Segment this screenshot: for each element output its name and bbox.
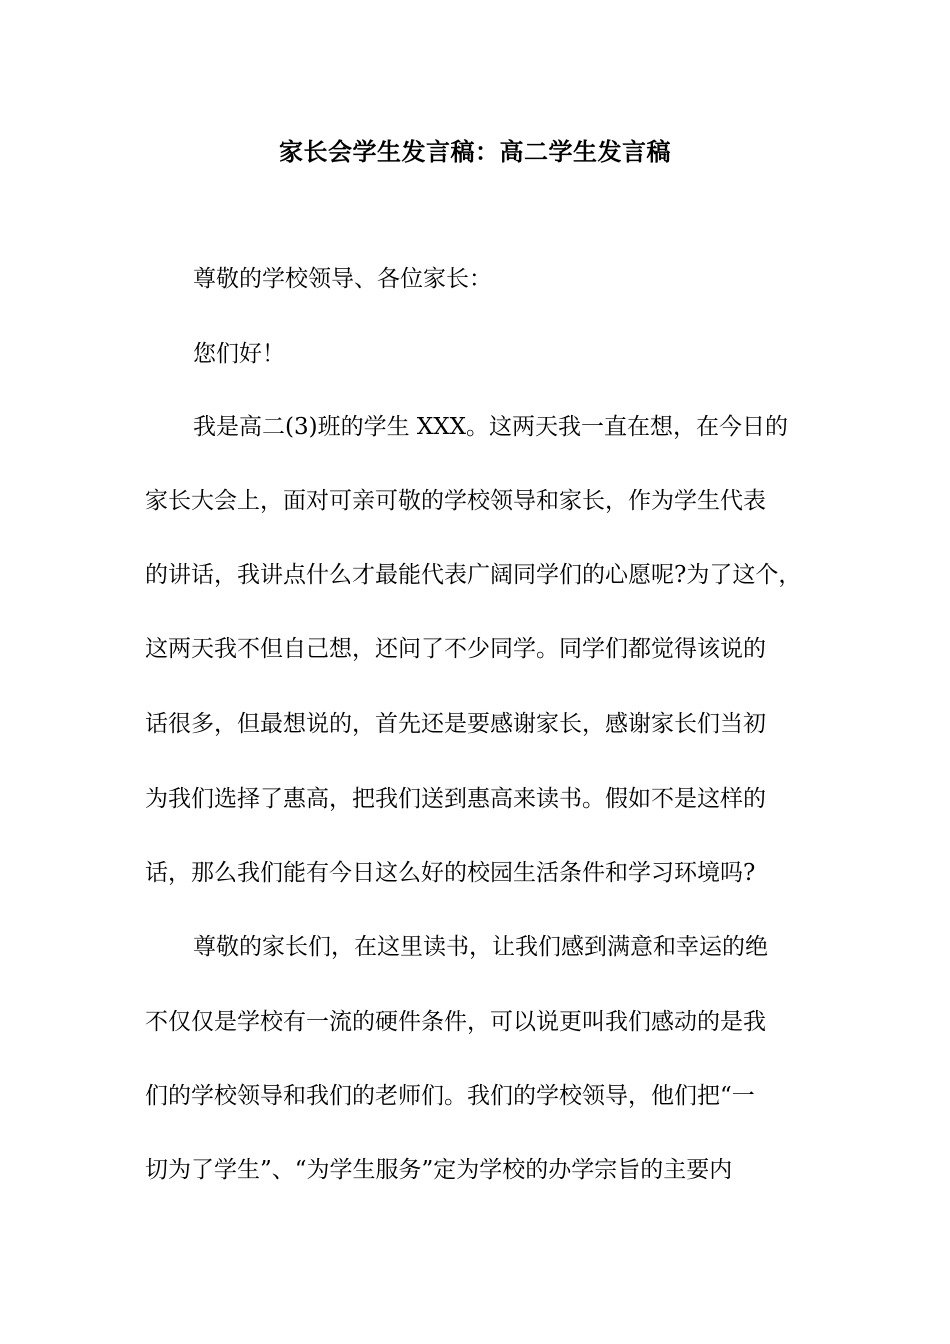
text-line: 家长大会上，面对可亲可敬的学校领导和家长，作为学生代表	[145, 488, 766, 514]
text-line: 您们好！	[193, 341, 285, 367]
text-line: 话，那么我们能有今日这么好的校园生活条件和学习环境吗?	[145, 860, 756, 886]
text-line: 这两天我不但自己想，还问了不少同学。同学们都觉得该说的	[145, 636, 766, 662]
text-line: 我是高二(3)班的学生 XXX。这两天我一直在想，在今日的	[193, 414, 789, 440]
text-line: 尊敬的学校领导、各位家长：	[193, 266, 492, 292]
text-line: 尊敬的家长们，在这里读书，让我们感到满意和幸运的绝	[193, 934, 768, 960]
text-line: 们的学校领导和我们的老师们。我们的学校领导，他们把“一	[145, 1083, 755, 1109]
text-line: 不仅仅是学校有一流的硬件条件，可以说更叫我们感动的是我	[145, 1009, 766, 1035]
text-line: 的讲话，我讲点什么才最能代表广阔同学们的心愿呢?为了这个，	[145, 562, 802, 588]
text-line: 为我们选择了惠高，把我们送到惠高来读书。假如不是这样的	[145, 786, 766, 812]
document-title: 家长会学生发言稿：高二学生发言稿	[279, 138, 671, 166]
text-line: 话很多，但最想说的，首先还是要感谢家长，感谢家长们当初	[145, 711, 766, 737]
text-line: 切为了学生”、“为学生服务”定为学校的办学宗旨的主要内	[145, 1157, 733, 1183]
